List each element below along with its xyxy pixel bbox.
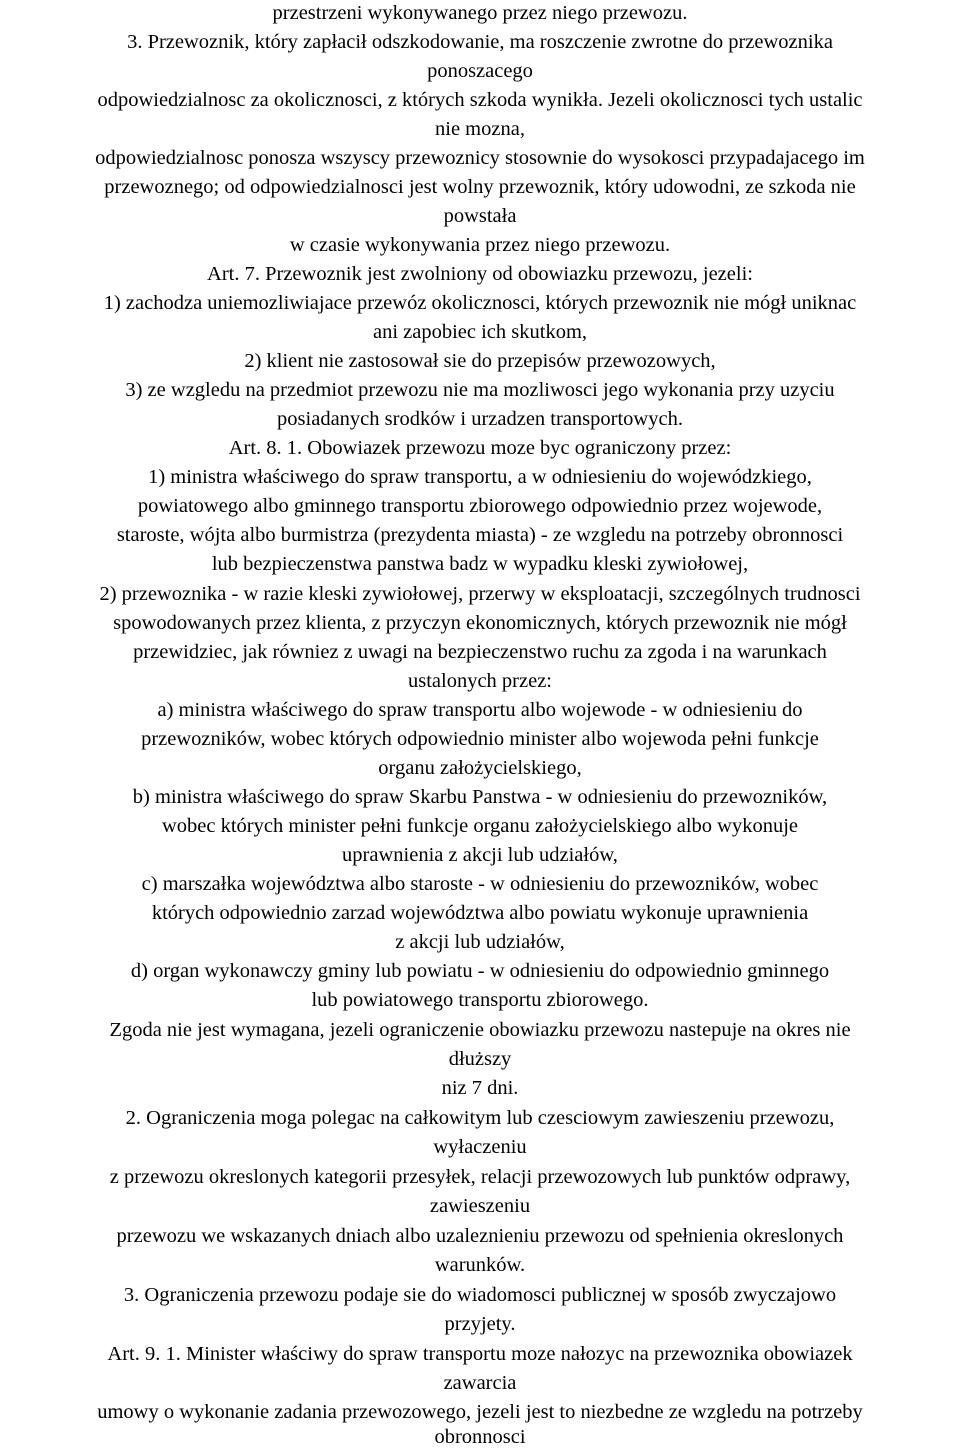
text-line: w czasie wykonywania przez niego przewozu. (289, 234, 671, 256)
text-line: uprawnienia z akcji lub udziałów, (342, 844, 618, 866)
text-line: zawarcia (443, 1372, 517, 1394)
text-line: spowodowanych przez klienta, z przyczyn ekonomicznych, których przewoznik nie mógł (113, 612, 847, 634)
text-line: z przewozu okreslonych kategorii przesyłek, relacji przewozowych lub punktów odprawy, (109, 1166, 851, 1188)
text-line: lub bezpieczenstwa panstwa badz w wypadku kleski zywiołowej, (211, 553, 749, 575)
text-line: 2) przewoznika - w razie kleski zywiołowej, przerwy w eksploatacji, szczególnych trudnosci (99, 583, 861, 605)
text-line: d) organ wykonawczy gminy lub powiatu - w odniesieniu do odpowiednio gminnego (130, 960, 830, 982)
text-line: 1) ministra właściwego do spraw transportu, a w odniesieniu do wojewódzkiego, (148, 466, 812, 488)
article-heading: Art. 8. 1. Obowiazek przewozu moze byc ograniczony przez: (228, 437, 732, 459)
text-line: przewozników, wobec których odpowiednio minister albo wojewoda pełni funkcje (141, 728, 819, 750)
text-line: z akcji lub udziałów, (395, 931, 565, 953)
article-heading: Art. 7. Przewoznik jest zwolniony od obowiazku przewozu, jezeli: (207, 263, 753, 285)
text-line: 3. Przewoznik, który zapłacił odszkodowanie, ma roszczenie zwrotne do przewoznika (127, 31, 833, 53)
text-line: 2) klient nie zastosował sie do przepisów przewozowych, (244, 350, 716, 372)
text-line: niz 7 dni. (441, 1077, 519, 1099)
text-line: odpowiedzialnosc ponosza wszyscy przewoznicy stosownie do wysokosci przypadajacego im (95, 147, 865, 169)
text-line: przewoznego; od odpowiedzialnosci jest wolny przewoznik, który udowodni, ze szkoda nie (104, 176, 856, 198)
text-line: staroste, wójta albo burmistrza (prezydenta miasta) - ze wzgledu na potrzeby obronnosci (116, 524, 844, 546)
text-line: przewidziec, jak równiez z uwagi na bezpieczenstwo ruchu za zgoda i na warunkach (133, 641, 827, 663)
text-line: odpowiedzialnosc za okolicznosci, z których szkoda wynikła. Jezeli okolicznosci tych ustalic (97, 89, 863, 111)
text-line: ani zapobiec ich skutkom, (372, 321, 588, 343)
text-line: organu założycielskiego, (378, 757, 582, 779)
text-line: 2. Ograniczenia moga polegac na całkowitym lub czesciowym zawieszeniu przewozu, (125, 1107, 835, 1129)
text-line: wyłaczeniu (433, 1136, 527, 1158)
text-line: posiadanych srodków i urzadzen transportowych. (277, 408, 683, 430)
text-line: powiatowego albo gminnego transportu zbiorowego odpowiednio przez wojewode, (137, 495, 823, 517)
text-line: 3. Ograniczenia przewozu podaje sie do wiadomosci publicznej w sposób zwyczajowo (123, 1284, 837, 1306)
text-line: 3) ze wzgledu na przedmiot przewozu nie ma mozliwosci jego wykonania przy uzyciu (125, 379, 835, 401)
text-line: lub powiatowego transportu zbiorowego. (311, 989, 649, 1011)
text-line: warunków. (434, 1254, 526, 1276)
text-line: przestrzeni wykonywanego przez niego przewozu. (272, 2, 688, 24)
text-line: a) ministra właściwego do spraw transportu albo wojewode - w odniesieniu do (157, 699, 803, 721)
text-line: powstała (443, 205, 517, 227)
text-line: ponoszacego (427, 60, 533, 82)
text-line: c) marszałka województwa albo staroste - w odniesieniu do przewozników, wobec (141, 873, 819, 895)
text-line: obronnosci (434, 1426, 526, 1448)
text-line: zawieszeniu (429, 1195, 531, 1217)
text-line: 1) zachodza uniemozliwiajace przewóz okolicznosci, których przewoznik nie mógł uniknac (103, 292, 857, 314)
text-line: wobec których minister pełni funkcje organu założycielskiego albo wykonuje (161, 815, 799, 837)
text-line: przewozu we wskazanych dniach albo uzaleznieniu przewozu od spełnienia okreslonych (116, 1225, 844, 1247)
text-line: nie mozna, (435, 118, 525, 140)
text-line: przyjety. (444, 1313, 516, 1335)
text-line: których odpowiednio zarzad województwa albo powiatu wykonuje uprawnienia (151, 902, 809, 924)
text-line: b) ministra właściwego do spraw Skarbu Panstwa - w odniesieniu do przewozników, (132, 786, 828, 808)
text-line: Zgoda nie jest wymagana, jezeli ograniczenie obowiazku przewozu nastepuje na okres nie (109, 1019, 851, 1041)
article-heading: Art. 9. 1. Minister właściwy do spraw transportu moze nałozyc na przewoznika obowiazek (107, 1343, 853, 1365)
text-line: umowy o wykonanie zadania przewozowego, jezeli jest to niezbedne ze wzgledu na potrzeby (97, 1401, 863, 1423)
text-line: dłuższy (448, 1048, 512, 1070)
text-line: ustalonych przez: (407, 670, 552, 692)
